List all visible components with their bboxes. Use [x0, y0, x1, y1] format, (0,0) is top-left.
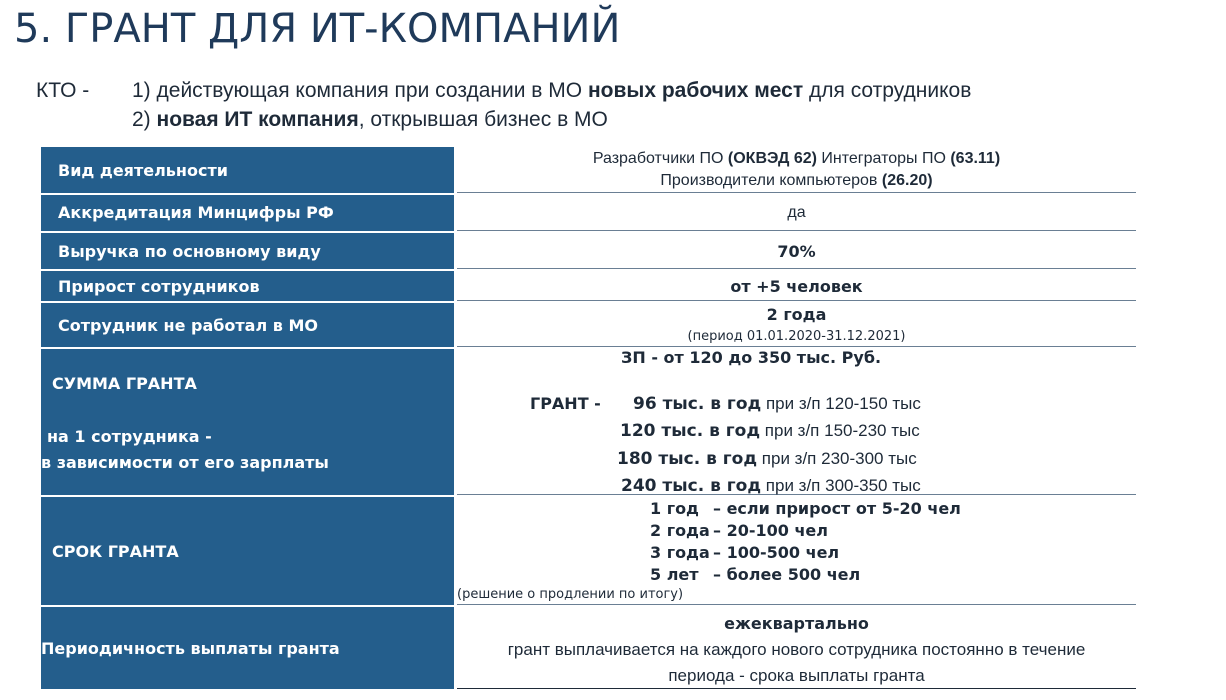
- term-condition: – 100-500 чел: [713, 543, 840, 562]
- row-label: Аккредитация Минцифры РФ: [58, 203, 334, 222]
- term-years: 5 лет: [650, 565, 699, 584]
- table-row-growth: [41, 271, 1136, 301]
- table-row-amount: [41, 349, 1136, 495]
- who-lines: [132, 76, 971, 134]
- activity-dev-code: (ОКВЭД 62): [727, 150, 817, 167]
- who-line-2-bold: новая ИТ компания: [156, 108, 359, 131]
- grant-tier: [620, 421, 920, 441]
- row-label: СРОК ГРАНТА: [52, 542, 179, 561]
- term-years: 3 года: [650, 543, 710, 562]
- term-years: 1 год: [650, 499, 699, 518]
- grant-tier: [633, 394, 921, 414]
- row-label: Вид деятельности: [58, 161, 228, 180]
- row-label-cell: [41, 195, 454, 231]
- grant-tier-condition: при з/п 120-150 тыс: [761, 394, 921, 413]
- grant-tier-condition: при з/п 300-350 тыс: [761, 476, 921, 495]
- who-line-1-bold: новых рабочих мест: [587, 79, 804, 102]
- page-title: 5. ГРАНТ ДЛЯ ИТ-КОМПАНИЙ: [14, 6, 621, 52]
- row-label-cell: [41, 147, 454, 193]
- grant-tier-amount: 96 тыс. в год: [633, 394, 762, 414]
- grant-tier-condition: при з/п 150-230 тыс: [760, 421, 920, 440]
- frequency-desc-line-1: грант выплачивается на каждого нового сотрудника постоянно в течение: [507, 640, 1086, 659]
- row-label: Прирост сотрудников: [58, 277, 260, 296]
- row-value-cell: [457, 349, 1136, 495]
- grant-tier-condition: при з/п 230-300 тыс: [757, 449, 917, 468]
- who-line-2-text: 2): [132, 108, 157, 131]
- term-note: (решение о продлении по итогу): [457, 587, 684, 602]
- table-row-revenue: [41, 233, 1136, 269]
- grant-tier-amount: 180 тыс. в год: [617, 449, 758, 469]
- row-label-cell: [41, 233, 454, 269]
- activity-dev-text: Разработчики ПО: [592, 150, 728, 167]
- not-worked-note: (период 01.01.2020-31.12.2021): [687, 329, 906, 344]
- who-line-2-tail: , открывшая бизнес в МО: [358, 108, 608, 131]
- row-value-cell: [457, 303, 1136, 347]
- amount-label-per-employee: на 1 сотрудника -: [47, 427, 212, 446]
- frequency-desc-line-2: периода - срока выплаты гранта: [668, 666, 925, 685]
- term-condition: – более 500 чел: [713, 565, 861, 584]
- activity-line-2: [457, 172, 1136, 190]
- row-label-cell: [41, 349, 454, 495]
- term-condition: – если прирост от 5-20 чел: [713, 499, 961, 518]
- who-line-2: [132, 105, 971, 134]
- row-label: Выручка по основному виду: [58, 242, 321, 261]
- table-row-term: [41, 497, 1136, 605]
- term-item: [650, 543, 839, 562]
- term-years: 2 года: [650, 521, 710, 540]
- amount-label-depends: в зависимости от его зарплаты: [41, 453, 329, 472]
- row-value-cell: [457, 271, 1136, 301]
- term-item: [650, 521, 828, 540]
- grant-label: ГРАНТ -: [530, 394, 601, 413]
- grant-tier: [617, 449, 917, 469]
- activity-int-text: Интеграторы ПО: [816, 150, 951, 167]
- revenue-value: 70%: [777, 242, 816, 261]
- who-label: КТО -: [36, 79, 90, 102]
- table-row-frequency: [41, 607, 1136, 689]
- row-value-cell: [457, 195, 1136, 231]
- row-label: Периодичность выплаты гранта: [41, 639, 340, 658]
- row-value-cell: [457, 233, 1136, 269]
- grant-tier-amount: 240 тыс. в год: [621, 476, 762, 496]
- term-item: [650, 499, 961, 518]
- grant-tier: [621, 476, 921, 496]
- accreditation-value: да: [787, 204, 806, 221]
- row-value-cell: [457, 607, 1136, 689]
- frequency-value: ежеквартально: [724, 614, 869, 633]
- salary-range: ЗП - от 120 до 350 тыс. Руб.: [621, 348, 882, 367]
- activity-hw-text: Производители компьютеров: [660, 172, 882, 189]
- who-line-1-text: 1) действующая компания при создании в МО: [132, 79, 588, 102]
- who-line-1: [132, 76, 971, 105]
- row-value-cell: [457, 497, 1136, 605]
- row-label-cell: [41, 497, 454, 605]
- term-item: [650, 565, 860, 584]
- row-label-cell: [41, 303, 454, 347]
- amount-label-title: СУММА ГРАНТА: [52, 374, 197, 393]
- activity-line-1: [457, 150, 1136, 168]
- activity-hw-code: (26.20): [881, 172, 933, 189]
- table-row-accreditation: [41, 195, 1136, 231]
- grant-tier-amount: 120 тыс. в год: [620, 421, 761, 441]
- row-label-cell: [41, 607, 454, 689]
- row-label-cell: [41, 271, 454, 301]
- who-line-1-tail: для сотрудников: [803, 79, 972, 102]
- table-row-not-worked: [41, 303, 1136, 347]
- row-value-cell: [457, 147, 1136, 193]
- row-label: Сотрудник не работал в МО: [58, 316, 318, 335]
- not-worked-value: 2 года: [766, 305, 827, 324]
- term-condition: – 20-100 чел: [713, 521, 828, 540]
- table-row-activity: [41, 147, 1136, 193]
- growth-value: от +5 человек: [730, 277, 863, 296]
- activity-int-code: (63.11): [950, 150, 1001, 167]
